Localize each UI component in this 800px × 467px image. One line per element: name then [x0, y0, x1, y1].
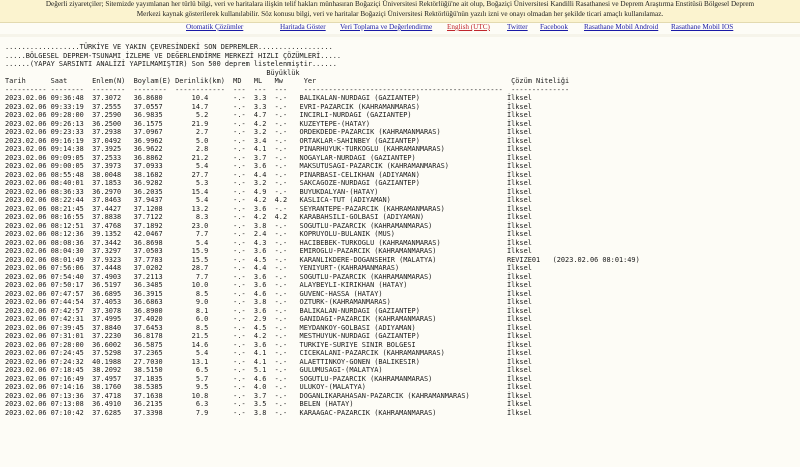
quake-row: 2023.02.06 09:00:05 37.3973 37.0933 5.4 -.- 3.6 -.- MAKSUTUSAGI-PAZARCIK (KAHRAMANMARAS) İlksel	[5, 162, 532, 170]
report-title: ..................TÜRKİYE VE YAKIN ÇEVRESİNDEKİ SON DEPREMLER..................	[5, 43, 333, 51]
header-rule: ---------- -------- -------- -------- ------------ --- --- --- ------------------------------------------------ --------------	[5, 85, 570, 94]
quake-row: 2023.02.06 07:16:49 37.4957 37.1835 5.7 -.- 4.6 -.- SOGUTLU-PAZARCIK (KAHRAMANMARAS) İlksel	[5, 374, 532, 383]
notice-line-2: Merkezi kaynak gösterilerek kullanılabilir. Söz konusu bilgi, veri ve haritalar Boğaziçi Üniversitesi Rektörlüğü'nün yazılı izni ve onayı olmadan her şekilde ticari amaçlı kullanılamaz.	[136, 9, 664, 18]
quake-row: 2023.02.06 08:40:01 37.1853 36.9282 5.3 -.- 3.2 -.- SAKCAGOZE-NURDAGI (GAZIANTEP) İlksel	[5, 179, 532, 187]
report-note: ......(YAPAY SARSINTI ANALİZİ YAPILMAMIŞTIR) Son 500 deprem listelenmiştir......	[5, 60, 337, 68]
quake-row: 2023.02.06 07:28:00 36.6002 36.5875 14.6 -.- 3.6 -.- TURKIYE-SURIYE SINIR BOLGESI İlksel	[5, 340, 532, 349]
link-data-collection[interactable]: Veri Toplama ve Değerlendirme	[340, 23, 433, 31]
report-subtitle: .....BÖLGESEL DEPREM-TSUNAMI İZLEME VE DEĞERLENDİRME MERKEZİ HIZLI ÇÖZÜMLERİ.....	[5, 51, 342, 60]
quake-row: 2023.02.06 07:14:16 38.1760 38.5385 9.5 -.- 4.0 -.- ULUKOY-(MALATYA) İlksel	[5, 383, 532, 391]
quake-row: 2023.02.06 09:16:19 37.0492 36.9962 5.0 -.- 3.4 -.- ORTAKLAR-SAHINBEY (GAZIANTEP) İlksel	[5, 136, 532, 145]
divider	[0, 34, 800, 37]
link-show-on-map[interactable]: Haritada Göster	[280, 23, 326, 31]
quake-row: 2023.02.06 08:12:51 37.4768 37.1892 23.0 -.- 3.8 -.- SOGUTLU-PAZARCIK (KAHRAMANMARAS) İlksel	[5, 221, 532, 230]
link-mobile-android[interactable]: Rasathane Mobil Android	[584, 23, 659, 31]
quake-row: 2023.02.06 08:08:36 37.3442 36.8698 5.4 -.- 4.3 -.- HACIBEBEK-TURKOGLU (KAHRAMANMARAS) İlksel	[5, 238, 532, 247]
quake-row: 2023.02.06 09:26:13 36.2500 36.1575 21.9 -.- 4.2 -.- KUZEYTEPE-(HATAY) İlksel	[5, 119, 532, 128]
link-mobile-ios[interactable]: Rasathane Mobil IOS	[671, 23, 734, 31]
quake-row: 2023.02.06 07:13:08 36.4910 36.2135 6.3 -.- 3.5 -.- BELEN (HATAY) İlksel	[5, 400, 532, 408]
quake-row: 2023.02.06 08:01:49 37.9323 37.7783 15.5 -.- 4.5 -.- KARANLIKDERE-DOGANSEHIR (MALATYA) REVIZE01 (2023.02.06 08:01:49)	[5, 255, 640, 264]
copyright-notice	[0, 0, 800, 23]
quake-row: 2023.02.06 08:55:48 38.0048 38.1682 27.7 -.- 4.4 -.- PINARBASI-CELIKHAN (ADIYAMAN) İlksel	[5, 170, 532, 179]
quake-row: 2023.02.06 07:13:36 37.4718 37.1638 10.8 -.- 3.7 -.- DOGANLIKARAHASAN-PAZARCIK (KAHRAMANMARAS) İlksel	[5, 391, 532, 400]
quake-row: 2023.02.06 09:09:05 37.2533 36.8862 21.2 -.- 3.7 -.- NOGAYLAR-NURDAGI (GAZIANTEP) İlksel	[5, 153, 532, 162]
magnitude-header: Büyüklük	[5, 68, 300, 77]
quake-row: 2023.02.06 09:33:19 37.2555 37.0557 14.7 -.- 3.3 -.- EVRI-PAZARCIK (KAHRAMANMARAS) İlksel	[5, 102, 532, 111]
link-automatic-solutions[interactable]: Otomatik Çözümler	[186, 23, 244, 31]
quake-row: 2023.02.06 07:31:01 37.2230 36.8178 21.5 -.- 4.2 -.- MESTHUYUK-NURDAGI (GAZIANTEP) İlksel	[5, 332, 532, 340]
notice-line-1: Değerli ziyaretçiler; Sitemizde yayımlanan her türlü bilgi, veri ve haritalara ilişkin telif hakları münhasıran Boğaziçi Üniversitesi Rektörlüğü'ne ait olup, Boğaziçi Üniversitesi Kandilli Rasathanesi ve Deprem Araştırma Enstitüsü Bölgesel Deprem	[45, 0, 755, 8]
earthquake-list	[0, 43, 640, 417]
quake-row: 2023.02.06 07:24:32 40.1988 27.7030 13.1 -.- 4.1 -.- ALAETTINKOY-GONEN (BALIKESIR) İlksel	[5, 357, 532, 366]
quake-row: 2023.02.06 07:54:40 37.4903 37.2113 7.7 -.- 3.6 -.- SOGUTLU-PAZARCIK (KAHRAMANMARAS) İlksel	[5, 272, 532, 281]
quake-row: 2023.02.06 08:12:36 39.1352 42.0467 7.7 -.- 2.4 -.- KOPRUYOLU-BULANIK (MUS) İlksel	[5, 230, 532, 238]
quake-row: 2023.02.06 08:21:45 37.4427 37.1208 13.2 -.- 3.6 -.- SEYRANTEPE-PAZARCIK (KAHRAMANMARAS) İlksel	[5, 204, 532, 213]
quake-row: 2023.02.06 09:14:38 37.3925 36.9622 2.8 -.- 4.1 -.- PINARHUYUK-TURKOGLU (KAHRAMANMARAS) İlksel	[5, 145, 532, 153]
quake-row: 2023.02.06 07:42:57 37.3078 36.8900 8.1 -.- 3.6 -.- BALIKALAN-NURDAGI (GAZIANTEP) İlksel	[5, 306, 532, 315]
link-english-utc[interactable]: English (UTC)	[447, 23, 490, 31]
quake-row: 2023.02.06 07:50:17 36.5197 36.3485 10.0 -.- 3.6 -.- ALAYBEYLI-KIRIKHAN (HATAY) İlksel	[5, 281, 532, 289]
quake-row: 2023.02.06 08:22:44 37.8463 37.9437 5.4 -.- 4.2 4.2 KASLICA-TUT (ADIYAMAN) İlksel	[5, 196, 532, 204]
quake-row: 2023.02.06 08:16:55 37.8838 37.7122 8.3 -.- 4.2 4.2 KARABAHSILI-GOLBASI (ADIYAMAN) İlksel	[5, 213, 532, 221]
nav-links	[0, 22, 800, 32]
quake-row: 2023.02.06 07:39:45 37.8840 37.6453 8.5 -.- 4.5 -.- MEYDANKOY-GOLBASI (ADIYAMAN) İlksel	[5, 323, 532, 332]
quake-row: 2023.02.06 07:18:45 38.2092 38.5150 6.5 -.- 5.1 -.- GULUMUSAGI-(MALATYA) İlksel	[5, 366, 532, 374]
quake-row: 2023.02.06 09:36:48 37.3072 36.8680 10.4 -.- 3.3 -.- BALIKALAN-NURDAGI (GAZIANTEP) İlksel	[5, 94, 532, 102]
column-headers: Tarih Saat Enlem(N) Boylam(E) Derinlik(km) MD ML Mw Yer Çözüm Niteliği	[5, 77, 570, 85]
quake-row: 2023.02.06 07:42:31 37.4995 37.4020 6.0 -.- 2.9 -.- GANIDAGI-PAZARCIK (KAHRAMANMARAS) İlksel	[5, 315, 532, 323]
quake-row: 2023.02.06 07:24:45 37.5298 37.2365 5.4 -.- 4.1 -.- CICEKALANI-PAZARCIK (KAHRAMANMARAS) İlksel	[5, 349, 532, 357]
quake-row: 2023.02.06 09:23:33 37.2938 37.0967 2.7 -.- 3.2 -.- ORDEKDEDE-PAZARCIK (KAHRAMANMARAS) İlksel	[5, 128, 532, 136]
link-facebook[interactable]: Facebook	[540, 23, 568, 31]
quake-row: 2023.02.06 08:36:33 36.2970 36.2035 15.4 -.- 4.9 -.- BUYUKDALYAN-(HATAY) İlksel	[5, 187, 532, 196]
quake-row: 2023.02.06 09:28:00 37.2590 36.9835 5.2 -.- 4.7 -.- INCIRLI-NURDAGI (GAZIANTEP) İlksel	[5, 111, 532, 119]
quake-row: 2023.02.06 07:47:57 36.6895 36.3915 8.5 -.- 4.6 -.- GUVENC-HASSA (HATAY) İlksel	[5, 289, 532, 298]
link-twitter[interactable]: Twitter	[507, 23, 528, 31]
quake-row: 2023.02.06 08:04:30 37.3297 37.0503 15.9 -.- 3.6 -.- EMIROGLU-PAZARCIK (KAHRAMANMARAS) İlksel	[5, 247, 532, 255]
quake-row: 2023.02.06 07:56:06 37.4448 37.0202 28.7 -.- 4.4 -.- YENIYURT-(KAHRAMANMARAS) İlksel	[5, 264, 532, 272]
quake-row: 2023.02.06 07:10:42 37.6285 37.3398 7.9 -.- 3.8 -.- KARAAGAC-PAZARCIK (KAHRAMANMARAS) İlksel	[5, 408, 532, 417]
quake-row: 2023.02.06 07:44:54 37.4053 36.6863 9.0 -.- 3.8 -.- OZTURK-(KAHRAMANMARAS) İlksel	[5, 298, 532, 306]
